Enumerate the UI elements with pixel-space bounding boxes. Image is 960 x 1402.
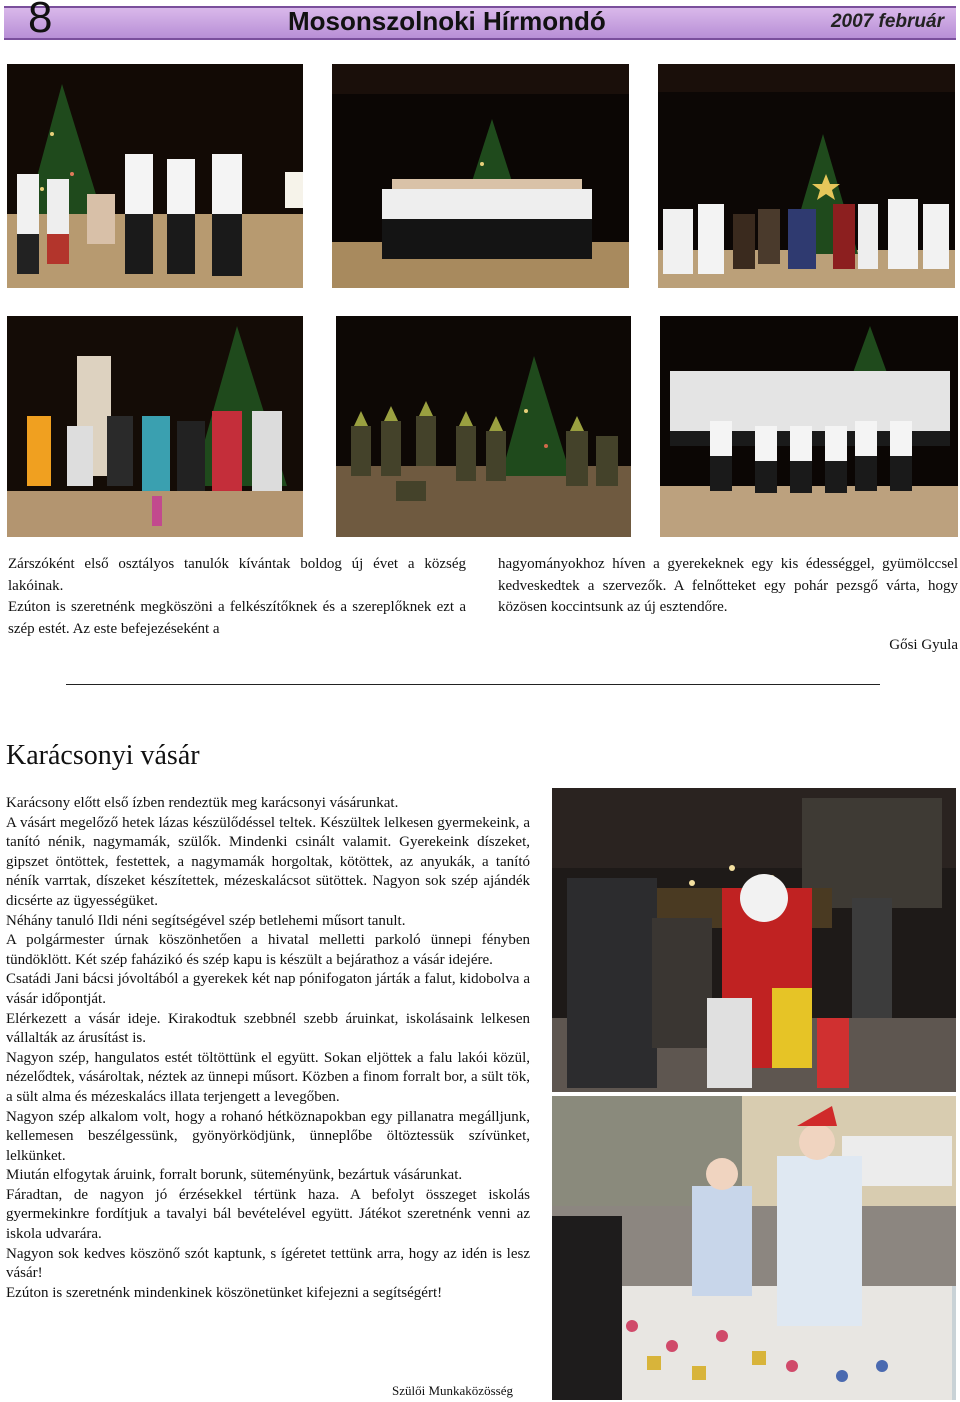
paragraph: A vásárt megelőző hetek lázas készülődéssel teltek. Készültek lelkesen gyermekeink, a tanító nénik, nagymamák, szülők. Mindenki csinált valamit. Gyerekeink díszeket, gipszet öntöttek, festettek, a nagymamák horgoltak, kötöttek, az anyukák, a tanító néník varrtak, díszeket készítettek, mézeskalácsot sütöttek. Nagyon sok szép ajándék dicsérte az ügyességüket. [6, 814, 530, 909]
section-divider [66, 684, 880, 685]
paragraph: Nagyon sok kedves köszönő szót kaptunk, s ígéretet tettünk arra, hogy az idén is lesz vásár! [6, 1245, 530, 1282]
photo-children-with-guitar [7, 316, 303, 537]
paragraph: Karácsony előtt első ízben rendeztük meg karácsonyi vásárunkat. [6, 795, 399, 811]
paragraph: Ezúton is szeretnénk mindenkinek köszönetünket kifejezni a segítségért! [6, 1284, 443, 1301]
photo-flute-performers [7, 64, 303, 288]
photo-nativity-play [658, 64, 955, 288]
paragraph: Csatádi Jani bácsi jóvoltából a gyerekek két nap pónifogaton járták a falut, kidobolva a vásár időpontját. [6, 971, 530, 1007]
photo-dwarf-dance [336, 316, 631, 537]
paragraph: Néhány tanuló Ildi néni segítségével szép betlehemi műsort tanult. [6, 912, 406, 929]
article2-heading: Karácsonyi vásár [6, 740, 200, 771]
photo-fair-stall [552, 1096, 956, 1400]
article1-signature: Gősi Gyula [889, 637, 958, 653]
paragraph: Elérkezett a vásár ideje. Kirakodtuk szebbnél szebb áruinkat, iskolásaink lelkesen vállalták az árusítást is. [6, 1010, 530, 1047]
paragraph: Miután elfogytak áruink, forralt borunk, süteményünk, bezártuk vásárunkat. [6, 1167, 463, 1184]
article2-body [6, 794, 530, 1303]
photo-santa-at-fair [552, 788, 956, 1092]
paragraph: Ezúton is szeretnénk megköszöni a felkészítőknek és a szereplőknek ezt a szép estét. Az este befejezéseként a [8, 599, 466, 637]
paragraph: Nagyon szép alkalom volt, hogy a rohanó hétköznapokban egy pillanatra megálljunk, kellemesen beszélgessünk, gyönyörködjünk, ünneplőbe öltöztessük szívünket, lelkünket. [6, 1108, 530, 1164]
paragraph: Fáradtan, de nagyon jó érzésekkel tértünk haza. A befolyt összeget iskolás gyermekinkre fordítjuk a tavalyi bál bevételével együtt. Játékot szeretnénk venni az iskola udvarára. [6, 1186, 530, 1243]
newspaper-title: Mosonszolnoki Hírmondó [288, 6, 606, 36]
page-number: 8 [28, 0, 53, 42]
paragraph: Zárszóként első osztályos tanulók kívántak boldog új évet a község lakóinak. [8, 556, 466, 594]
article2-signature: Szülői Munkaközösség [392, 1383, 513, 1398]
issue-date: 2007 február [830, 11, 944, 32]
paragraph: A polgármester úrnak köszönhetően a hivatal melletti parkoló ünnepi fényben tündöklött. Két szép faházikó és szép kapu is készült a bejárathoz a vásár idejére. [6, 932, 530, 968]
article1-column2 [498, 554, 958, 619]
paragraph: hagyományokhoz híven a gyerekeknek egy kis édességgel, gyümölccsel kedveskedtek a szervezők. A felnőtteket egy pohár pezsgő várta, hogy közösen koccintsunk az új esztendőre. [498, 556, 958, 615]
paragraph: Nagyon szép, hangulatos estét töltöttünk el együtt. Sokan eljöttek a falu lakói közül, nézelődtek, vásároltak, néztek az ünnepi műsort. Közben a finom forralt bor, a sült tök, a sült alma és mézeskalács illata terjengett a levegőben. [6, 1049, 530, 1105]
article1-column1 [8, 554, 466, 640]
photo-choir [332, 64, 629, 288]
photo-children-singing [660, 316, 958, 537]
